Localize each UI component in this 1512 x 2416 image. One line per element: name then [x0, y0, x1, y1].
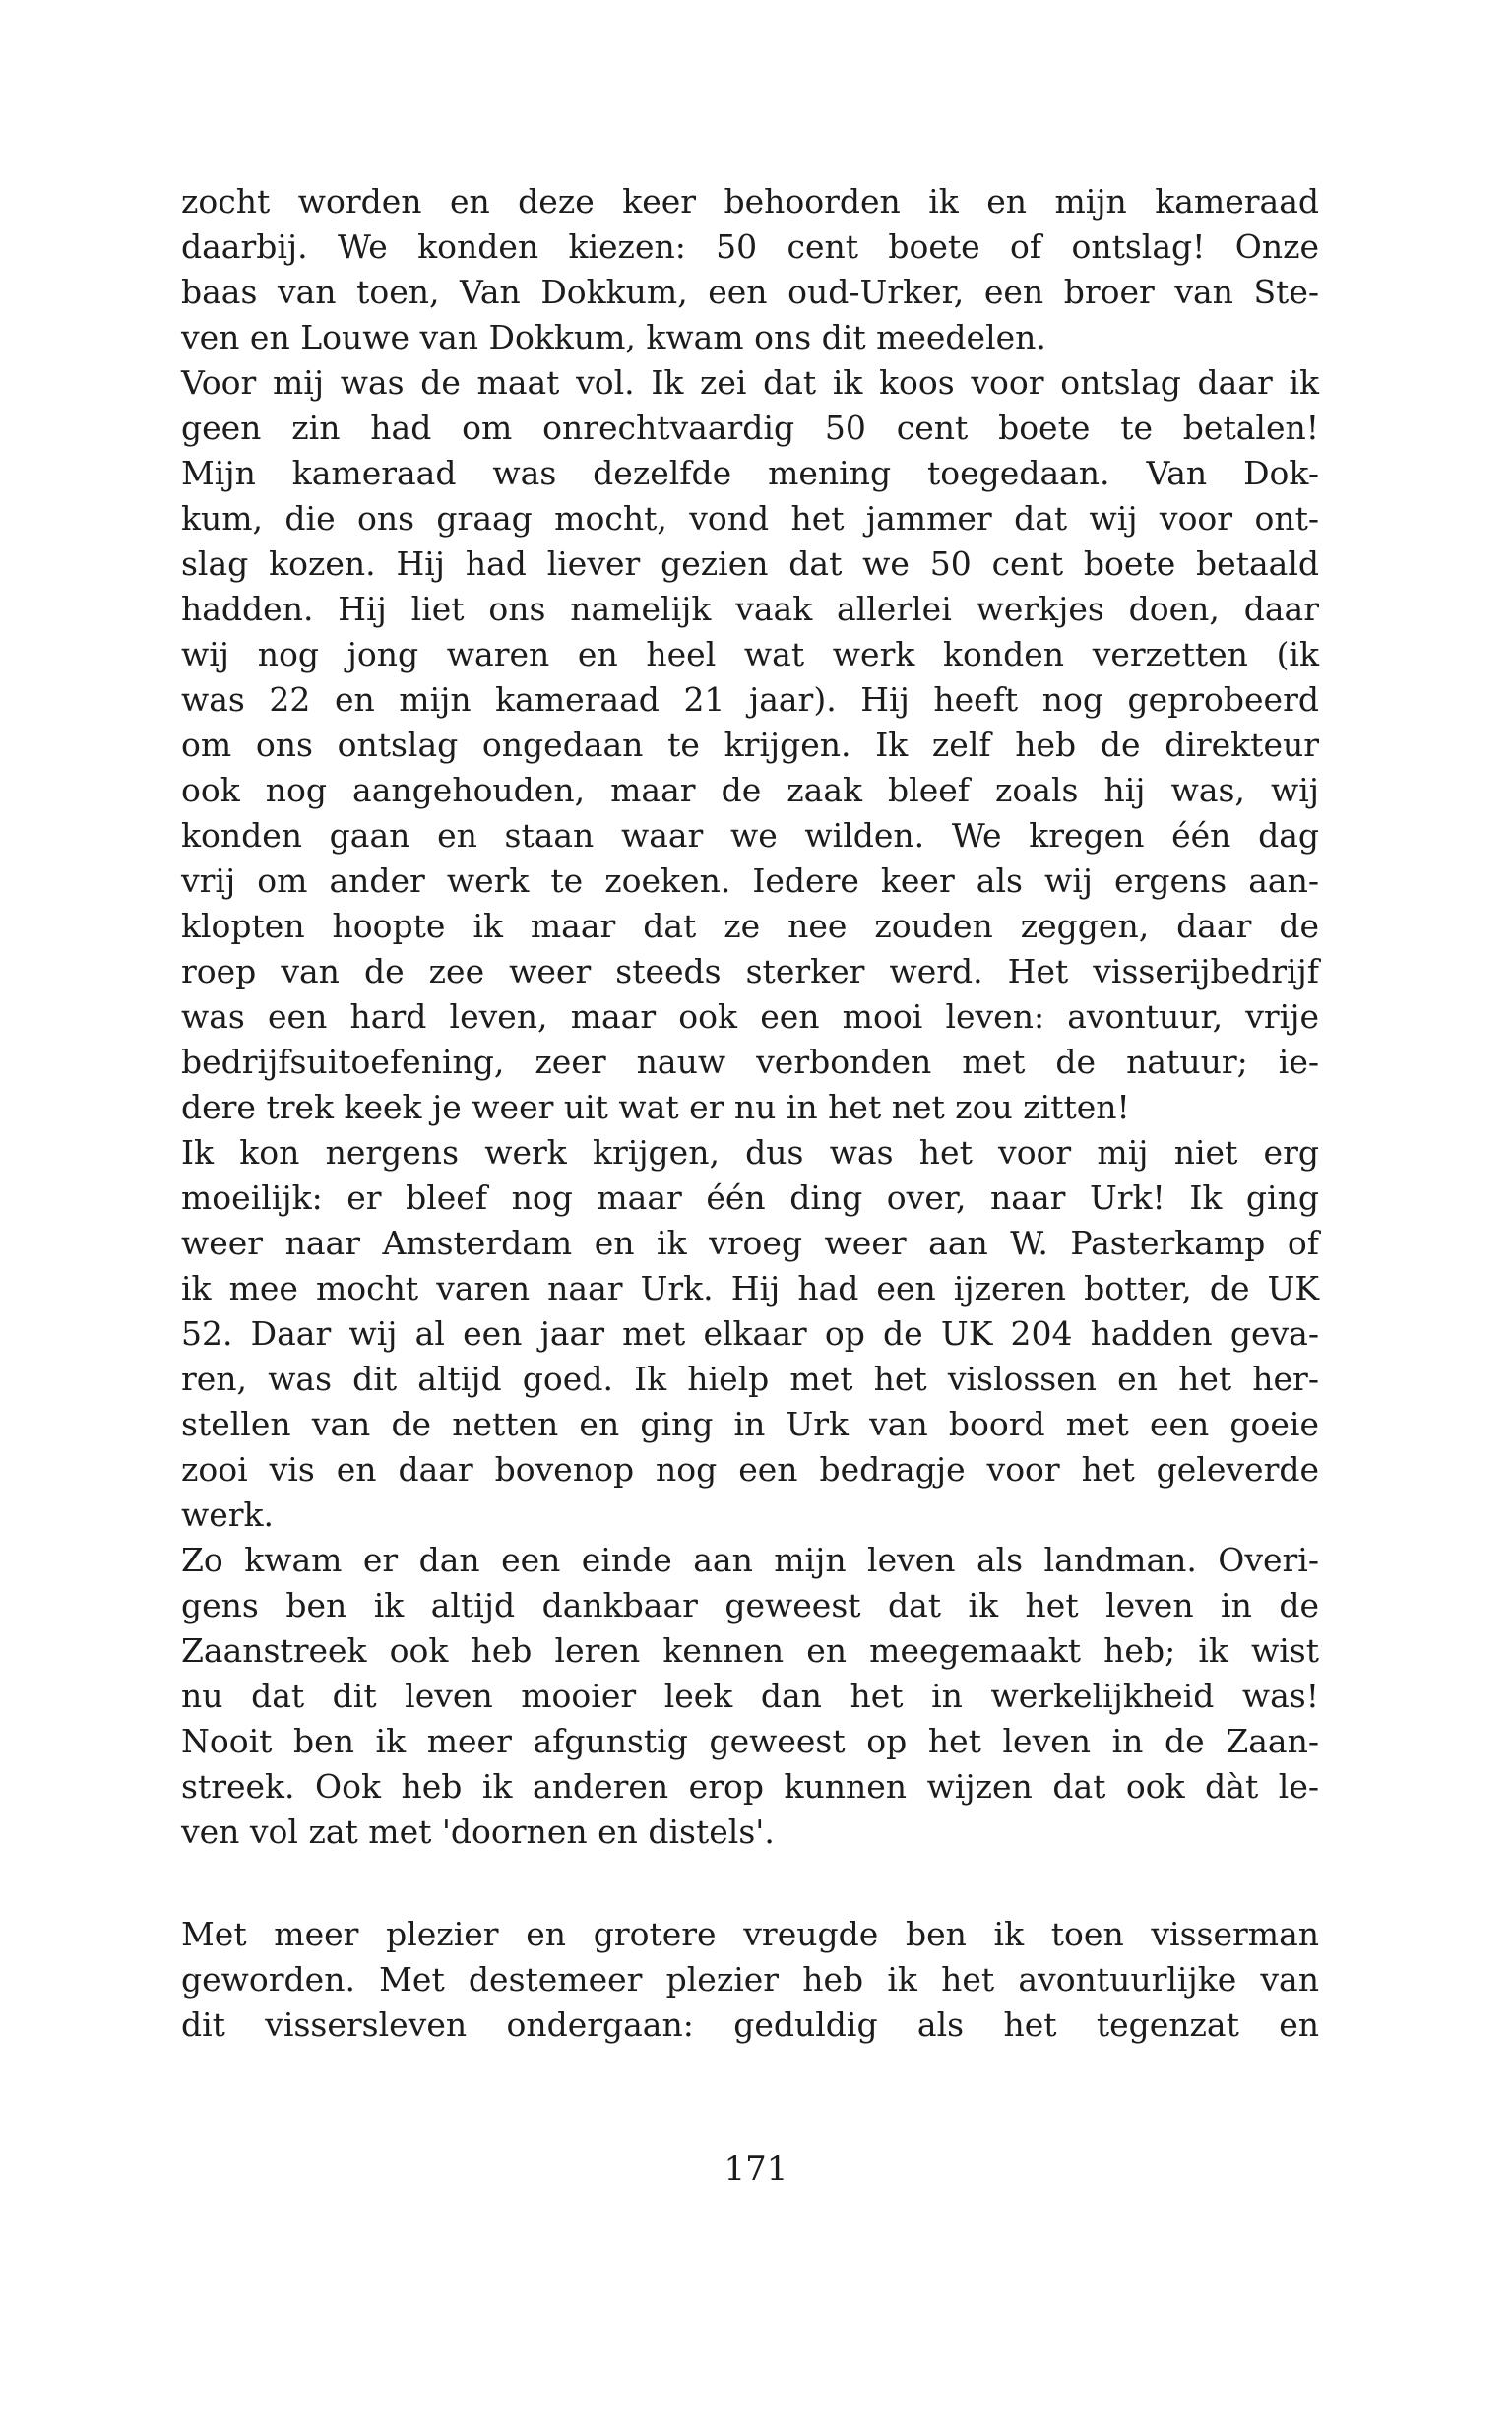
- text-line: Met meer plezier en grotere vreugde ben ik toen visserman: [181, 1915, 1319, 1953]
- text-line: vrij om ander werk te zoeken. Iedere keer als wij ergens aan-: [181, 861, 1319, 900]
- text-line: om ons ontslag ongedaan te krijgen. Ik zelf heb de direkteur: [181, 726, 1319, 764]
- text-line: zooi vis en daar bovenop nog een bedragje voor het geleverde: [181, 1450, 1319, 1489]
- text-line: bedrijfsuitoefening, zeer nauw verbonden met de natuur; ie-: [181, 1043, 1319, 1081]
- text-line: dit vissersleven ondergaan: geduldig als het tegenzat en: [181, 2005, 1319, 2044]
- text-line: geworden. Met destemeer plezier heb ik het avontuurlijke van: [181, 1960, 1319, 1999]
- text-line: nu dat dit leven mooier leek dan het in werkelijkheid was!: [181, 1677, 1319, 1715]
- text-line: Voor mij was de maat vol. Ik zei dat ik koos voor ontslag daar ik: [181, 363, 1319, 402]
- text-line: weer naar Amsterdam en ik vroeg weer aan W. Pasterkamp of: [181, 1224, 1319, 1262]
- text-line: werk.: [181, 1495, 275, 1534]
- text-line: gens ben ik altijd dankbaar geweest dat ik het leven in de: [181, 1586, 1319, 1624]
- text-line: ren, was dit altijd goed. Ik hielp met het vislossen en het her-: [181, 1360, 1319, 1398]
- text-line: dere trek keek je weer uit wat er nu in het net zou zitten!: [181, 1088, 1130, 1126]
- text-line: wij nog jong waren en heel wat werk konden verzetten (ik: [181, 635, 1319, 673]
- text-line: ven vol zat met 'doornen en distels'.: [181, 1812, 775, 1851]
- text-line: roep van de zee weer steeds sterker werd. Het visserijbedrijf: [181, 952, 1319, 990]
- text-line: 52. Daar wij al een jaar met elkaar op de UK 204 hadden geva-: [181, 1314, 1319, 1353]
- text-line: slag kozen. Hij had liever gezien dat we 50 cent boete betaald: [181, 544, 1319, 583]
- text-line: moeilijk: er bleef nog maar één ding over, naar Urk! Ik ging: [181, 1178, 1319, 1217]
- text-line: hadden. Hij liet ons namelijk vaak allerlei werkjes doen, daar: [181, 590, 1319, 628]
- text-line: ik mee mocht varen naar Urk. Hij had een ijzeren botter, de UK: [181, 1269, 1319, 1307]
- text-line: daarbij. We konden kiezen: 50 cent boete of ontslag! Onze: [181, 227, 1319, 266]
- text-line: konden gaan en staan waar we wilden. We kregen één dag: [181, 816, 1319, 855]
- text-line: ven en Louwe van Dokkum, kwam ons dit meedelen.: [181, 318, 1046, 356]
- text-line: Mijn kameraad was dezelfde mening toegedaan. Van Dok-: [181, 454, 1319, 492]
- text-line: Nooit ben ik meer afgunstig geweest op het leven in de Zaan-: [181, 1722, 1319, 1760]
- text-line: stellen van de netten en ging in Urk van boord met een goeie: [181, 1405, 1319, 1443]
- text-line: Zo kwam er dan een einde aan mijn leven als landman. Overi-: [181, 1541, 1319, 1579]
- text-line: Zaanstreek ook heb leren kennen en meegemaakt heb; ik wist: [181, 1631, 1319, 1670]
- text-line: Ik kon nergens werk krijgen, dus was het voor mij niet erg: [181, 1133, 1319, 1172]
- text-line: zocht worden en deze keer behoorden ik en mijn kameraad: [181, 182, 1319, 221]
- text-line: geen zin had om onrechtvaardig 50 cent boete te betalen!: [181, 409, 1319, 447]
- body-text: [181, 179, 1319, 2099]
- text-line: was een hard leven, maar ook een mooi leven: avontuur, vrije: [181, 997, 1319, 1036]
- text-line: ook nog aangehouden, maar de zaak bleef zoals hij was, wij: [181, 771, 1319, 809]
- text-line: klopten hoopte ik maar dat ze nee zouden zeggen, daar de: [181, 907, 1319, 945]
- text-line: was 22 en mijn kameraad 21 jaar). Hij heeft nog geprobeerd: [181, 680, 1319, 719]
- page-number: 171: [724, 2149, 788, 2189]
- text-line: kum, die ons graag mocht, vond het jammer dat wij voor ont-: [181, 499, 1319, 538]
- text-line: baas van toen, Van Dokkum, een oud-Urker, een broer van Ste-: [181, 273, 1319, 311]
- text-line: streek. Ook heb ik anderen erop kunnen wijzen dat ook dàt le-: [181, 1767, 1319, 1806]
